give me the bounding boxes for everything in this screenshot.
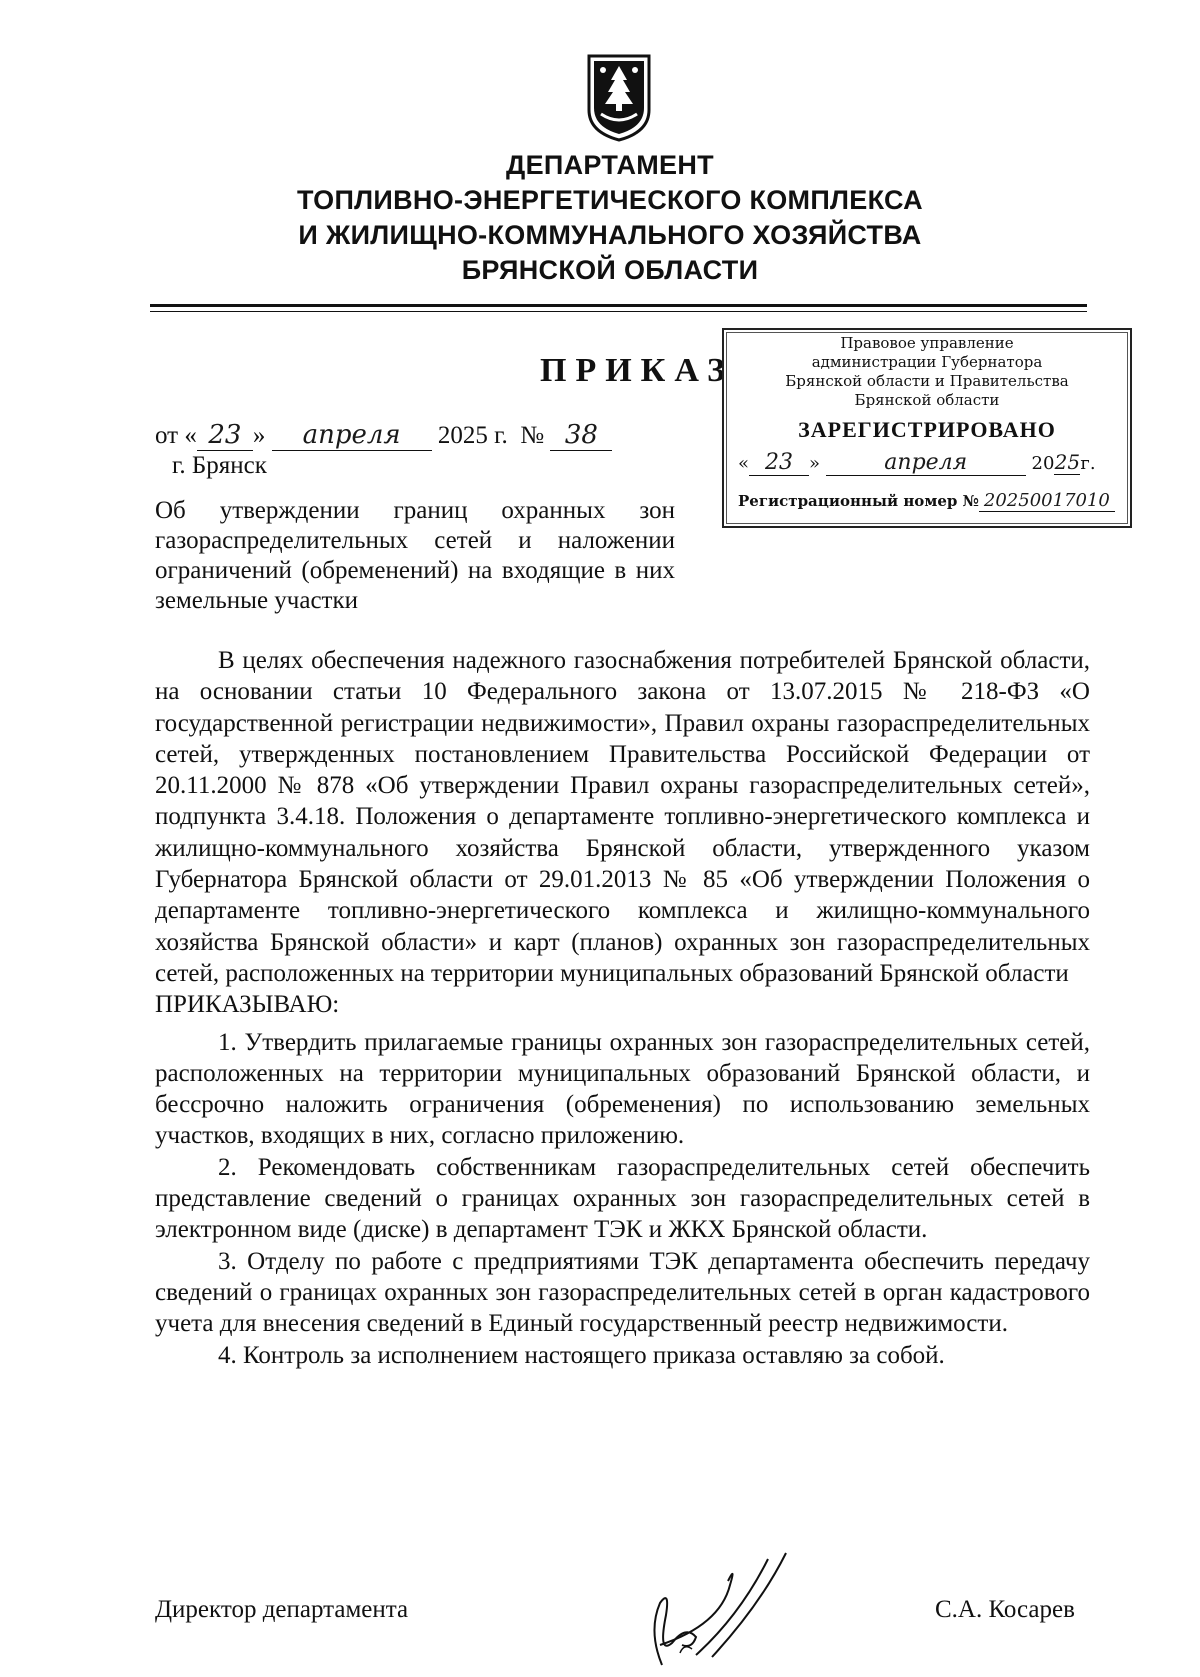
- order-item-3: 3. Отделу по работе с предприятиями ТЭК департамента обеспечить передачу сведений о границах охранных зон газораспределительных сетей в орган кадастрового учета для внесения сведений в Единый государственный реестр недвижимости.: [155, 1247, 1090, 1338]
- department-title-line-2: ТОПЛИВНО-ЭНЕРГЕТИЧЕСКОГО КОМПЛЕКСА: [297, 185, 923, 215]
- signatory-title: Директор департамента: [155, 1596, 409, 1623]
- department-title-line-4: БРЯНСКОЙ ОБЛАСТИ: [461, 255, 759, 285]
- order-number: 38: [550, 420, 612, 451]
- stamp-organization: [724, 334, 1130, 410]
- command-word: ПРИКАЗЫВАЮ:: [155, 991, 340, 1019]
- order-date-line: [155, 420, 612, 451]
- order-date-quote: »: [252, 422, 266, 449]
- order-item-4: 4. Контроль за исполнением настоящего приказа оставляю за собой.: [218, 1341, 945, 1369]
- stamp-org-line-2: администрации Губернатора: [811, 353, 1043, 371]
- stamp-org-line-4: Брянской области: [854, 391, 1000, 409]
- stamp-year-suffix: 25: [1054, 450, 1081, 474]
- document-type: ПРИКАЗ: [540, 352, 734, 389]
- signatory-name: С.А. Косарев: [935, 1596, 1075, 1623]
- order-year: 2025 г.: [437, 422, 508, 449]
- stamp-org-line-1: Правовое управление: [840, 334, 1014, 352]
- handwritten-signature-icon: [600, 1545, 830, 1677]
- department-title-line-3: И ЖИЛИЩНО-КОММУНАЛЬНОГО ХОЗЯЙСТВА: [298, 220, 922, 250]
- stamp-date: [738, 450, 1118, 476]
- order-city: г. Брянск: [172, 452, 267, 479]
- order-day: 23: [197, 420, 253, 451]
- stamp-reg-label: Регистрационный номер №: [738, 492, 979, 510]
- stamp-reg-number: 20250017010: [979, 490, 1115, 512]
- stamp-date-mid: »: [809, 453, 821, 474]
- order-number-label: №: [520, 422, 545, 449]
- order-body: [155, 645, 1090, 1371]
- department-title-line-1: ДЕПАРТАМЕНТ: [506, 150, 714, 180]
- stamp-org-line-3: Брянской области и Правительства: [785, 372, 1069, 390]
- order-item-2: 2. Рекомендовать собственникам газораспределительных сетей обеспечить представление сведений о границах охранных зон газораспределительных сетей в электронном виде (диске) в департамент ТЭК и ЖКХ Брянской области.: [155, 1153, 1090, 1244]
- order-item-1: 1. Утвердить прилагаемые границы охранных зон газораспределительных сетей, расположенных на территории муниципальных образований Брянской области, и бессрочно наложить ограничения (обременения) по использованию земельных участков, входящих в них, согласно приложению.: [155, 1028, 1090, 1150]
- stamp-registration-number-line: [738, 490, 1124, 512]
- order-subject: Об утверждении границ охранных зон газораспределительных сетей и наложении ограничений (обременений) на входящие в них земельные участки: [155, 497, 675, 614]
- order-month: апреля: [272, 420, 432, 451]
- registration-stamp: [722, 328, 1132, 528]
- order-date-prefix: от «: [155, 422, 197, 449]
- stamp-year-end: г.: [1080, 453, 1096, 474]
- stamp-registered-label: ЗАРЕГИСТРИРОВАНО: [798, 417, 1056, 442]
- header-divider-thin: [150, 311, 1087, 312]
- coat-of-arms-icon: [583, 50, 655, 142]
- stamp-date-open: «: [738, 453, 750, 474]
- preamble-paragraph: В целях обеспечения надежного газоснабжения потребителей Брянской области, на основании статьи 10 Федерального закона от 13.07.2015 № 218-ФЗ «О государственной регистрации недвижимости», Правил охраны газораспределительных сетей, утвержденных постановлением Правительства Российской Федерации от 20.11.2000 № 878 «Об утверждении Правил охраны газораспределительных сетей», подпункта 3.4.18. Положения о департаменте топливно-энергетического комплекса и жилищно-коммунального хозяйства Брянской области, утвержденного указом Губернатора Брянской области от 29.01.2013 № 85 «Об утверждении Положения о департаменте топливно-энергетического комплекса и жилищно-коммунального хозяйства Брянской области» и карт (планов) охранных зон газораспределительных сетей, расположенных на территории муниципальных образований Брянской области: [155, 647, 1090, 987]
- stamp-year-prefix: 20: [1031, 453, 1055, 474]
- header-divider: [150, 304, 1087, 307]
- stamp-month: апреля: [826, 450, 1026, 476]
- stamp-day: 23: [749, 450, 809, 476]
